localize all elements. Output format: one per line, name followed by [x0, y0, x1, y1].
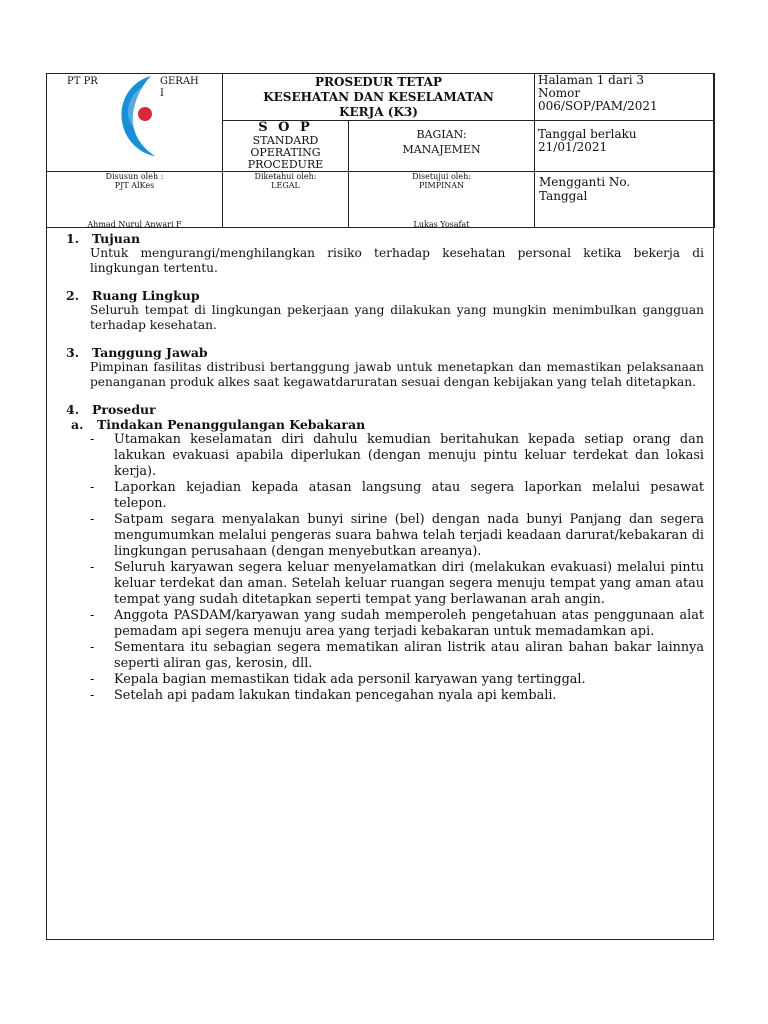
approved-by-cell: Disetujui oleh: PIMPINAN Lukas Yosafat: [349, 172, 535, 228]
effective-date-cell: Tanggal berlaku 21/01/2021: [535, 121, 715, 172]
approved-by-name: Lukas Yosafat: [413, 220, 470, 229]
company-name-right: GERAH I: [160, 76, 199, 99]
list-item: - Seluruh karyawan segera keluar menyelamatkan diri (melakukan evakuasi) melalui pintu keluar terdekat dan aman. Setelah keluar ruangan segera menuju tempat yang aman atau tempat yang sudah ditetapkan seperti tempat yang berlawanan arah angin.: [90, 560, 704, 607]
section-body: Pimpinan fasilitas distribusi bertanggung jawab untuk menetapkan dan memastikan pelaksanaan penanganan produk alkes saat kegawatdaruratan sesuai dengan kebijakan yang telah ditetapkan.: [90, 360, 704, 389]
list-item: - Satpam segara menyalakan bunyi sirine (bel) dengan nada bunyi Panjang dan segera mengumumkan melalui pengeras suara bahwa telah terjadi keadaan darurat/kebakaran di lingkungan perusahaan (dengan menyebutkan areanya).: [90, 512, 704, 559]
section-title: Tanggung Jawab: [92, 345, 208, 360]
bullet-dash: -: [90, 480, 95, 495]
bullet-dash: -: [90, 608, 95, 623]
section-body: Seluruh tempat di lingkungan pekerjaan yang dilakukan yang mungkin menimbulkan gangguan terhadap kesehatan.: [90, 303, 704, 332]
section-body: Untuk mengurangi/menghilangkan risiko terhadap kesehatan personal ketika bekerja di lingkungan tertentu.: [90, 246, 704, 275]
department-cell: BAGIAN: MANAJEMEN: [349, 121, 535, 172]
page-count: Halaman 1 dari 3: [538, 73, 645, 87]
company-logo-cell: [47, 74, 223, 172]
section-tanggung-jawab: 3. Tanggung Jawab Pimpinan fasilitas distribusi bertanggung jawab untuk menetapkan dan memastikan pelaksanaan penanganan produk alkes saat kegawatdaruratan sesuai dengan kebijakan yang telah ditetapkan.: [66, 345, 704, 389]
bullet-dash: -: [90, 432, 95, 447]
bullet-dash: -: [90, 688, 95, 703]
company-name-left: PT PR: [67, 76, 98, 87]
procedure-steps: [90, 432, 704, 704]
section-tujuan: 1. Tujuan Untuk mengurangi/menghilangkan risiko terhadap kesehatan personal ketika bekerja di lingkungan tertentu.: [66, 231, 704, 275]
bullet-dash: -: [90, 560, 95, 575]
company-logo-icon: [111, 74, 161, 159]
list-item: - Utamakan keselamatan diri dahulu kemudian beritahukan kepada setiap orang dan lakukan evakuasi apabila diperlukan (dengan menuju pintu keluar terdekat dan lokasi kerja).: [90, 432, 704, 479]
section-title: Prosedur: [92, 402, 156, 417]
list-item: - Anggota PASDAM/karyawan yang sudah memperoleh pengetahuan atas penggunaan alat pemadam api segera menuju area yang terjadi kebakaran untuk memadamkan api.: [90, 608, 704, 639]
department-name: MANAJEMEN: [402, 143, 481, 156]
document-number-cell: Halaman 1 dari 3 Nomor 006/SOP/PAM/2021: [535, 74, 715, 121]
document-title: PROSEDUR TETAP KESEHATAN DAN KESELAMATAN KERJA (K3): [223, 74, 535, 121]
list-item: - Kepala bagian memastikan tidak ada personil karyawan yang tertinggal.: [90, 672, 586, 687]
list-item: - Sementara itu sebagian segera mematikan aliran listrik atau aliran bahan bakar lainnya seperti aliran gas, kerosin, dll.: [90, 640, 704, 671]
bullet-dash: -: [90, 672, 95, 687]
section-prosedur: 4. Prosedur a. Tindakan Penanggulangan Kebakaran - Utamakan keselamatan diri dahulu kemudian beritahukan kepada setiap orang dan lakukan evakuasi apabila diperlukan (dengan menuju pintu keluar terdekat dan lokasi kerja). - Laporkan kejadian kepada atasan langsung atau segera laporkan melalui pesawat telepon. - Satpam segara menyalakan bunyi sirine (bel) dengan nada bunyi Panjang dan segera mengumumkan melalui pengeras suara bahwa telah terjadi keadaan darurat/kebakaran di lingkungan perusahaan (dengan menyebutkan areanya). - Seluruh karyawan segera keluar menyelamatkan diri (melakukan evakuasi) melalui pintu keluar terdekat dan aman. Setelah keluar ruangan segera menuju tempat yang aman atau tempat yang sudah ditetapkan seperti tempat yang berlawanan arah angin. - Anggota PASDAM/karyawan yang sudah memperoleh pengetahuan atas penggunaan alat pemadam api segera menuju area yang terjadi kebakaran untuk memadamkan api. - Sementara itu sebagian segera mematikan aliran listrik atau aliran bahan bakar lainnya seperti aliran gas, kerosin, dll. - Kepala bagian memastikan tidak ada personil karyawan yang tertinggal. - Setelah api padam lakukan tindakan pencegahan nyala api kembali.: [66, 402, 704, 703]
list-item: - Laporkan kejadian kepada atasan langsung atau segera laporkan melalui pesawat telepon.: [90, 480, 704, 511]
prepared-by-name: Ahmad Nurul Anwari F: [87, 220, 182, 229]
replaces-cell: Mengganti No. Tanggal: [535, 172, 715, 228]
effective-date: 21/01/2021: [538, 140, 608, 154]
section-title: Ruang Lingkup: [92, 288, 200, 303]
list-item: - Setelah api padam lakukan tindakan pencegahan nyala api kembali.: [90, 688, 557, 703]
document-header: [46, 73, 715, 228]
bullet-dash: -: [90, 512, 95, 527]
document-body: [66, 231, 704, 716]
sop-cell: S O P STANDARD OPERATING PROCEDURE: [223, 121, 349, 172]
bullet-dash: -: [90, 640, 95, 655]
prepared-by-cell: Disusun oleh : PJT AlKes Ahmad Nurul Anwari F: [47, 172, 223, 228]
document-number: 006/SOP/PAM/2021: [538, 99, 658, 113]
section-title: Tujuan: [92, 231, 141, 246]
acknowledged-by-cell: Diketahui oleh: LEGAL: [223, 172, 349, 228]
section-ruang-lingkup: 2. Ruang Lingkup Seluruh tempat di lingkungan pekerjaan yang dilakukan yang mungkin menimbulkan gangguan terhadap kesehatan.: [66, 288, 704, 332]
sop-title: S O P: [258, 120, 313, 135]
subsection-title: a. Tindakan Penanggulangan Kebakaran: [71, 417, 366, 432]
